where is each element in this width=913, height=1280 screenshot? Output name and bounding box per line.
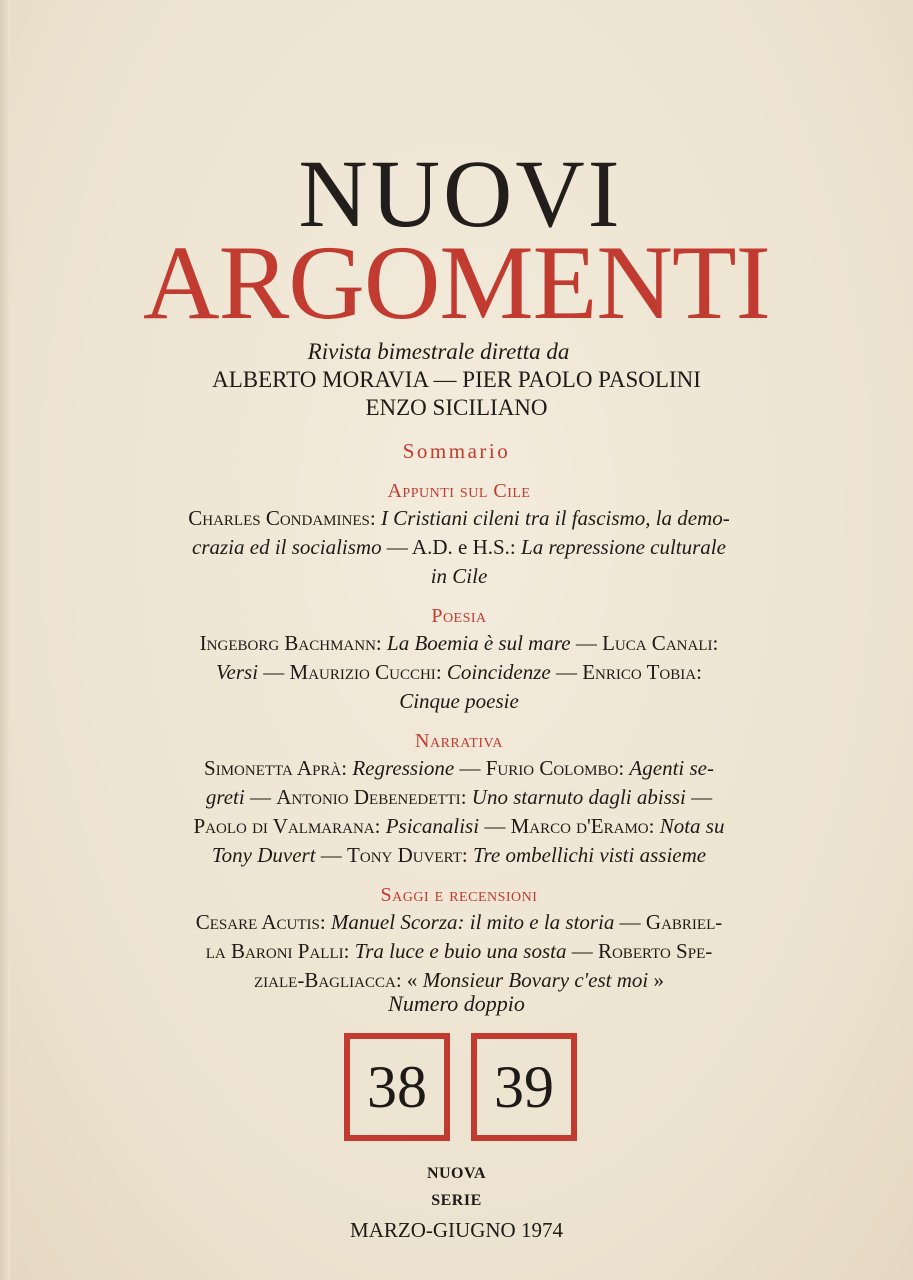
toc-punctuation: : « xyxy=(395,968,423,992)
toc-punctuation: : xyxy=(461,843,473,867)
toc-punctuation: : xyxy=(374,814,386,838)
toc-author: Antonio Debenedetti xyxy=(276,785,461,809)
toc-work-title: Monsieur Bovary c'est moi xyxy=(422,968,649,992)
toc-line xyxy=(133,562,785,591)
toc-work-title: Regressione xyxy=(352,756,455,780)
toc-work-title: Tony Duvert xyxy=(211,843,316,867)
toc-punctuation: — xyxy=(244,785,277,809)
toc-punctuation: — xyxy=(570,631,603,655)
toc-author: Gabriel- xyxy=(645,910,723,934)
toc-author: Marco d'Eramo xyxy=(510,814,649,838)
toc-work-title: Versi xyxy=(216,660,259,684)
toc-punctuation: : xyxy=(341,756,353,780)
toc-punctuation: : xyxy=(648,814,660,838)
toc-punctuation: : xyxy=(696,660,702,684)
toc-author: Cesare Acutis xyxy=(195,910,320,934)
toc-section-body xyxy=(133,504,785,591)
toc-punctuation: : xyxy=(343,939,355,963)
issue-date: MARZO-GIUGNO 1974 xyxy=(350,1218,563,1242)
toc-work-title: crazia ed il socialismo xyxy=(192,535,382,559)
toc-line xyxy=(133,908,785,937)
masthead-title-nuovi: NUOVI xyxy=(298,140,623,247)
toc-section-title: Saggi e recensioni xyxy=(380,884,538,906)
table-of-contents xyxy=(133,478,785,1007)
toc-section-body xyxy=(133,629,785,716)
toc-author: Roberto Spe- xyxy=(597,939,713,963)
toc-line xyxy=(133,504,785,533)
toc-line xyxy=(133,687,785,716)
toc-section-title: Narrativa xyxy=(415,730,503,752)
toc-work-title: Uno starnuto dagli abissi xyxy=(471,785,686,809)
toc-author: Charles Condamines xyxy=(188,506,370,530)
editors-line-1: ALBERTO MORAVIA — PIER PAOLO PASOLINI xyxy=(212,367,701,392)
toc-punctuation: : xyxy=(369,506,381,530)
toc-punctuation: : xyxy=(319,910,331,934)
issue-footer xyxy=(0,1160,913,1246)
toc-author: Maurizio Cucchi xyxy=(289,660,436,684)
toc-author: Tony Duvert xyxy=(347,843,462,867)
toc-punctuation: : xyxy=(460,785,472,809)
editors xyxy=(0,366,913,422)
masthead-subtitle: Rivista bimestrale diretta da xyxy=(307,339,570,364)
toc-work-title: Nota su xyxy=(659,814,725,838)
sommario-heading: Sommario xyxy=(402,439,511,463)
toc-work-title: Cinque poesie xyxy=(399,689,519,713)
toc-punctuation: — xyxy=(454,756,486,780)
toc-section xyxy=(133,728,785,870)
toc-author: la Baroni Palli xyxy=(205,939,344,963)
toc-punctuation: — xyxy=(479,814,511,838)
toc-work-title: in Cile xyxy=(430,564,488,588)
toc-punctuation: — xyxy=(685,785,713,809)
toc-punctuation: » xyxy=(648,968,664,992)
toc-punctuation: — xyxy=(550,660,583,684)
issue-number-box-39: 39 xyxy=(471,1033,577,1141)
toc-work-title: La repressione culturale xyxy=(521,535,726,559)
toc-section-body xyxy=(133,908,785,995)
toc-section-title: Appunti sul Cile xyxy=(387,480,531,502)
toc-punctuation: — xyxy=(566,939,598,963)
toc-line xyxy=(133,812,785,841)
toc-punctuation: : xyxy=(618,756,630,780)
numero-doppio-label: Numero doppio xyxy=(388,991,525,1016)
series-line-2: SERIE xyxy=(431,1192,482,1209)
toc-line xyxy=(133,783,785,812)
toc-work-title: greti xyxy=(205,785,245,809)
toc-punctuation: : xyxy=(435,660,447,684)
toc-line xyxy=(133,937,785,966)
toc-punctuation: — xyxy=(258,660,290,684)
toc-author: Paolo di Valmarana xyxy=(193,814,375,838)
series-line-1: NUOVA xyxy=(426,1165,487,1182)
toc-punctuation: — xyxy=(315,843,348,867)
toc-punctuation: — xyxy=(614,910,646,934)
toc-section-body xyxy=(133,754,785,870)
toc-work-title: Manuel Scorza: il mito e la storia xyxy=(330,910,615,934)
issue-number-box-38: 38 xyxy=(344,1033,450,1141)
toc-work-title: Tre ombellichi visti assieme xyxy=(472,843,707,867)
toc-work-title: Tra luce e buio una sosta xyxy=(354,939,567,963)
toc-punctuation: : xyxy=(712,631,719,655)
toc-line xyxy=(133,533,785,562)
editors-line-2: ENZO SICILIANO xyxy=(365,395,548,420)
toc-punctuation: : xyxy=(375,631,388,655)
toc-section xyxy=(133,603,785,716)
toc-author: Furio Colombo xyxy=(485,756,619,780)
toc-author: Enrico Tobia xyxy=(582,660,697,684)
toc-punctuation: — A.D. e H.S.: xyxy=(381,535,522,559)
masthead-title-argomenti: ARGOMENTI xyxy=(143,224,770,341)
toc-author: ziale-Bagliacca xyxy=(254,968,396,992)
toc-author: Simonetta Aprà xyxy=(204,756,342,780)
toc-line xyxy=(133,658,785,687)
toc-work-title: La Boemia è sul mare xyxy=(387,631,571,655)
toc-section xyxy=(133,478,785,591)
toc-work-title: Agenti se- xyxy=(629,756,714,780)
toc-work-title: Coincidenze xyxy=(446,660,551,684)
toc-section xyxy=(133,882,785,995)
toc-work-title: Psicanalisi xyxy=(385,814,480,838)
toc-author: Luca Canali xyxy=(602,631,713,655)
toc-work-title: I Cristiani cileni tra il fascismo, la demo- xyxy=(380,506,730,530)
toc-line xyxy=(133,629,785,658)
toc-section-title: Poesia xyxy=(431,605,487,627)
toc-line xyxy=(133,841,785,870)
toc-line xyxy=(133,754,785,783)
toc-author: Ingeborg Bachmann xyxy=(199,631,376,655)
